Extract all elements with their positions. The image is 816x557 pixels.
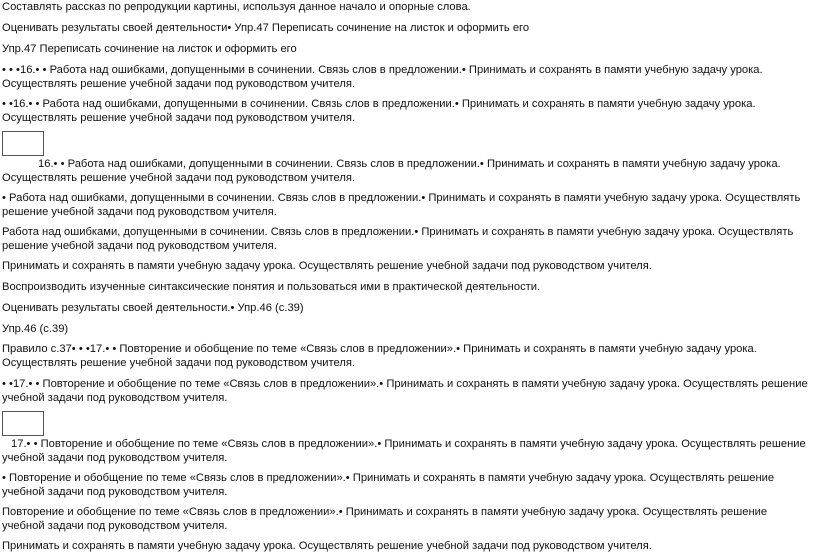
paragraph-13: Правило с.37• • •17.• • Повторение и обобщение по теме «Связь слов в предложении».• Принимать и сохранять в памяти учебную задачу урока. Осуществлять решение учебной задачи под руководством учителя.: [2, 343, 757, 369]
paragraph-16: • Повторение и обобщение по теме «Связь слов в предложении».• Принимать и сохранять в памяти учебную задачу урока. Осуществлять решение учебной задачи под руководством учителя.: [2, 472, 775, 498]
paragraph-7: • Работа над ошибками, допущенными в сочинении. Связь слов в предложении.• Принимать и сохранять в памяти учебную задачу урока. Осуществлять решение учебной задачи под руководством учителя.: [2, 192, 801, 218]
empty-box: [2, 411, 44, 436]
paragraph-17: Повторение и обобщение по теме «Связь слов в предложении».• Принимать и сохранять в памяти учебную задачу урока. Осуществлять решение учебной задачи под руководством учителя.: [2, 506, 768, 532]
paragraph-8: Работа над ошибками, допущенными в сочинении. Связь слов в предложении.• Принимать и сохранять в памяти учебную задачу урока. Осуществлять решение учебной задачи под руководством учителя.: [2, 226, 794, 252]
paragraph-9: Принимать и сохранять в памяти учебную задачу урока. Осуществлять решение учебной задачи под руководством учителя.: [2, 260, 652, 272]
paragraph-14: • •17.• • Повторение и обобщение по теме «Связь слов в предложении».• Принимать и сохранять в памяти учебную задачу урока. Осуществлять решение учебной задачи под руководством учителя.: [2, 378, 808, 404]
empty-box: [2, 131, 44, 156]
paragraph-12: Упр.46 (с.39): [2, 323, 69, 335]
paragraph-15: 17.• • Повторение и обобщение по теме «Связь слов в предложении».• Принимать и сохранять в памяти учебную задачу урока. Осуществлять решение учебной задачи под руководством учителя.: [2, 438, 806, 464]
paragraph-6: 16.• • Работа над ошибками, допущенными в сочинении. Связь слов в предложении.• Принимать и сохранять в памяти учебную задачу урока. Осуществлять решение учебной задачи под руководством учителя.: [2, 158, 781, 184]
paragraph-2: Оценивать результаты своей деятельности• Упр.47 Переписать сочинение на листок и оформить его: [2, 22, 530, 34]
paragraph-4: • • •16.• • Работа над ошибками, допущенными в сочинении. Связь слов в предложении.• Принимать и сохранять в памяти учебную задачу урока. Осуществлять решение учебной задачи под руководством учителя.: [2, 64, 763, 90]
paragraph-10: Воспроизводить изученные синтаксические понятия и пользоваться ими в практической деятельности.: [2, 281, 541, 293]
paragraph-5: • •16.• • Работа над ошибками, допущенными в сочинении. Связь слов в предложении.• Принимать и сохранять в памяти учебную задачу урока. Осуществлять решение учебной задачи под руководством учителя.: [2, 98, 756, 124]
paragraph-11: Оценивать результаты своей деятельности.• Упр.46 (с.39): [2, 302, 304, 314]
paragraph-18: Принимать и сохранять в памяти учебную задачу урока. Осуществлять решение учебной задачи под руководством учителя.: [2, 540, 652, 552]
paragraph-3: Упр.47 Переписать сочинение на листок и оформить его: [2, 43, 297, 55]
paragraph-1: Составлять рассказ по репродукции картины, используя данное начало и опорные слова.: [2, 1, 471, 13]
